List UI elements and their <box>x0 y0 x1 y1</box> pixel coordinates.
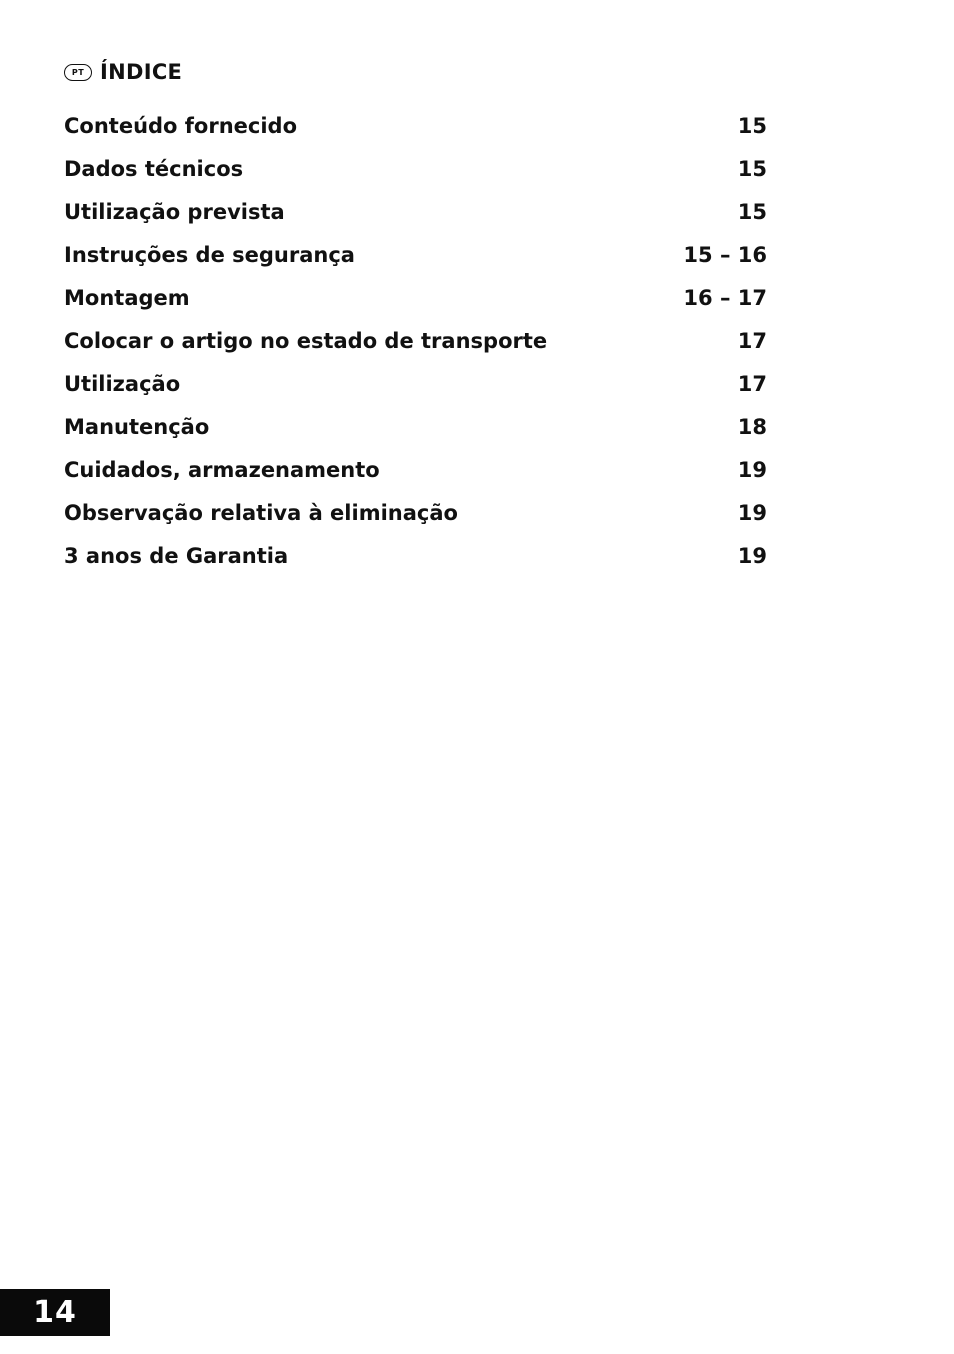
toc-entry[interactable] <box>64 448 767 491</box>
toc-entry-page: 19 <box>737 500 767 525</box>
toc-entry[interactable] <box>64 147 767 190</box>
toc-entry-page: 15 – 16 <box>683 242 767 267</box>
table-of-contents <box>64 104 767 577</box>
toc-header <box>64 60 182 84</box>
toc-entry-page: 17 <box>737 371 767 396</box>
toc-entry-page: 19 <box>737 457 767 482</box>
section-title: ÍNDICE <box>100 60 183 84</box>
page-number-box <box>0 1289 110 1336</box>
toc-entry-page: 16 – 17 <box>683 285 767 310</box>
toc-entry-title: Utilização prevista <box>64 199 285 224</box>
toc-entry[interactable] <box>64 104 767 147</box>
toc-entry-page: 17 <box>737 328 767 353</box>
toc-entry-page: 15 <box>737 113 767 138</box>
toc-entry-title: 3 anos de Garantia <box>64 543 289 568</box>
toc-entry-page: 18 <box>737 414 767 439</box>
toc-entry-title: Cuidados, armazenamento <box>64 457 380 482</box>
toc-entry-title: Instruções de segurança <box>64 242 355 267</box>
toc-entry[interactable] <box>64 190 767 233</box>
toc-entry[interactable] <box>64 491 767 534</box>
language-badge-icon: PT <box>64 64 92 81</box>
toc-entry[interactable] <box>64 276 767 319</box>
page-number: 14 <box>33 1295 77 1330</box>
toc-entry[interactable] <box>64 362 767 405</box>
toc-entry-title: Observação relativa à eliminação <box>64 500 458 525</box>
toc-entry-title: Colocar o artigo no estado de transporte <box>64 328 548 353</box>
toc-entry-title: Manutenção <box>64 414 210 439</box>
toc-entry-title: Montagem <box>64 285 190 310</box>
toc-entry[interactable] <box>64 319 767 362</box>
toc-entry[interactable] <box>64 233 767 276</box>
toc-entry-page: 15 <box>737 156 767 181</box>
toc-entry-title: Dados técnicos <box>64 156 244 181</box>
toc-entry[interactable] <box>64 405 767 448</box>
toc-entry-page: 15 <box>737 199 767 224</box>
toc-entry-page: 19 <box>737 543 767 568</box>
toc-entry[interactable] <box>64 534 767 577</box>
toc-entry-title: Utilização <box>64 371 181 396</box>
toc-entry-title: Conteúdo fornecido <box>64 113 298 138</box>
